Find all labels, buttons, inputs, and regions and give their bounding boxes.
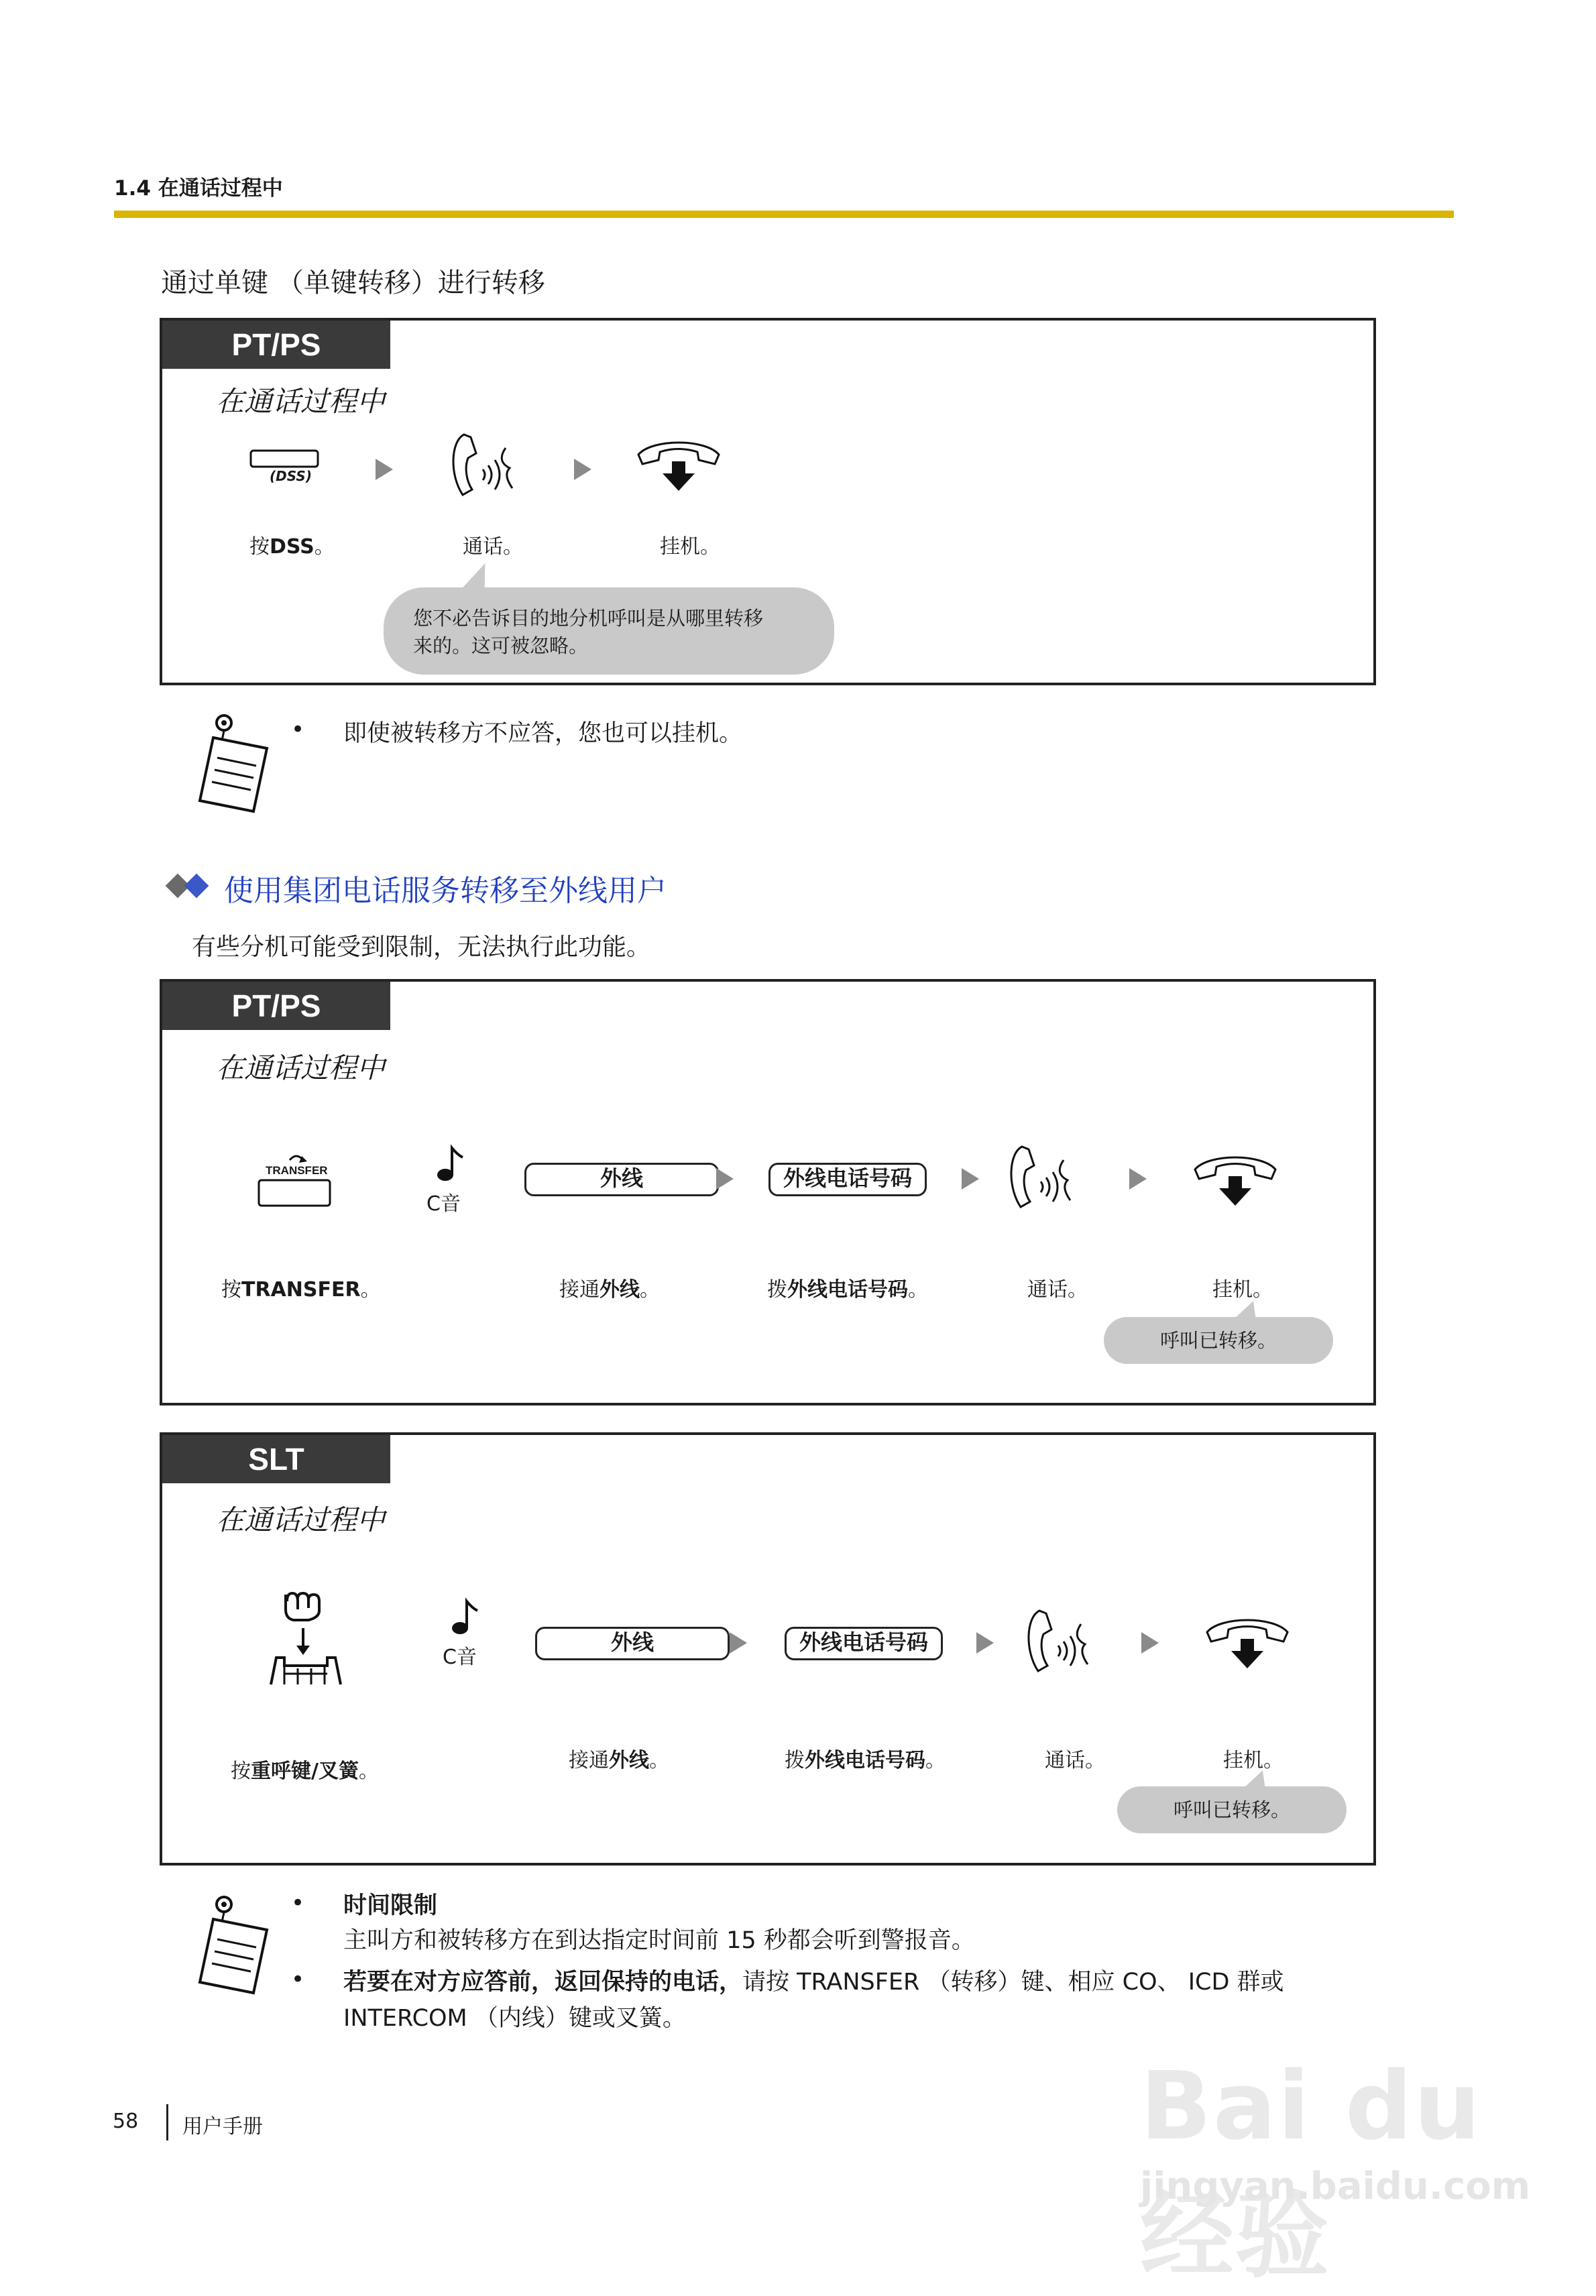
step-caption-line: 接通外线。 [559,1278,660,1302]
step-arrow [574,459,591,480]
step-arrow [1129,1168,1147,1190]
step-caption-dss: 按DSS。 [249,535,335,559]
step-caption-dial: 拨外线电话号码。 [785,1749,946,1772]
hang-up-icon [632,435,726,498]
step-arrow [716,1168,734,1190]
outside-number-pill: 外线电话号码 [785,1627,943,1660]
step-caption-flash: 按重呼键/叉簧。 [231,1760,379,1783]
outside-line-pill: 外线 [535,1627,730,1660]
note-pad-icon [193,1892,280,2002]
during-call-label: 在通话过程中 [216,1051,386,1084]
tone-label: C音 [443,1646,477,1669]
group-intro: 有些分机可能受到限制，无法执行此功能。 [192,933,651,961]
during-call-label: 在通话过程中 [216,1503,386,1536]
step-caption-line: 接通外线。 [569,1749,669,1772]
step-arrow [376,459,393,480]
note2-item2-line1: 若要在对方应答前，返回保持的电话，请按 TRANSFER （转移）键、相应 CO、 ICD 群或 [343,1969,1284,1996]
watermark-url: jingyan.baidu.com [1140,2165,1531,2208]
hookswitch-icon [264,1588,351,1691]
step-arrow [962,1168,979,1190]
note-pad-icon [193,711,280,821]
ptps-tab: PT/PS [162,982,390,1030]
outside-line-pill: 外线 [524,1163,719,1196]
footer-divider [166,2104,168,2140]
outside-number-pill: 外线电话号码 [768,1163,927,1196]
talk-handset-icon [444,428,524,511]
step-caption-talk: 通话。 [1027,1278,1088,1302]
footer-title: 用户手册 [182,2115,263,2138]
watermark-logo: Bai du 经验 [1140,2052,1482,2291]
bubble-tail [461,563,498,590]
step-caption-hangup: 挂机。 [1212,1278,1273,1302]
note2-item2-line2: INTERCOM （内线）键或叉簧。 [343,2005,686,2032]
talk-handset-icon [1019,1604,1100,1687]
tip-line-2: 来的。这可被忽略。 [413,634,589,657]
step-caption-hangup: 挂机。 [1223,1749,1284,1772]
tip-bubble [384,587,834,675]
step-caption-talk: 通话。 [463,535,523,559]
transferred-bubble: 呼叫已转移。 [1104,1317,1333,1364]
note1-bullet: • [291,716,305,743]
note2-bullet-2: • [291,1966,305,1993]
slt-tab: SLT [162,1435,390,1483]
diamond-bullet-icon [184,874,209,899]
transfer-key-icon [256,1149,337,1212]
step-caption-talk: 通话。 [1045,1749,1105,1772]
tip-line-1: 您不必告诉目的地分机呼叫是从哪里转移 [413,607,764,630]
tone-note-icon [431,1144,471,1187]
dss-key-icon [249,448,323,491]
note2-item1-title: 时间限制 [343,1892,438,1919]
tone-label: C音 [426,1192,461,1216]
during-call-label: 在通话过程中 [216,385,386,418]
note2-bullet-1: • [291,1890,305,1916]
page-number: 58 [113,2110,139,2133]
step-arrow [730,1632,747,1654]
hang-up-icon [1188,1149,1282,1212]
header-rule [114,211,1454,218]
step-caption-dial: 拨外线电话号码。 [767,1278,928,1302]
ptps-transfer-box [160,979,1376,1405]
dss-key-label: (DSS) [270,468,312,484]
talk-handset-icon [1002,1140,1082,1223]
note2-item1-text: 主叫方和被转移方在到达指定时间前 15 秒都会听到警报音。 [343,1927,975,1954]
step-caption-hangup: 挂机。 [660,535,720,559]
transfer-key-label: TRANSFER [266,1164,328,1177]
note1-text: 即使被转移方不应答，您也可以挂机。 [343,720,743,747]
group-transfer-title: 使用集团电话服务转移至外线用户 [224,874,667,908]
one-touch-box [160,318,1376,685]
transferred-bubble: 呼叫已转移。 [1117,1786,1347,1833]
ptps-tab: PT/PS [162,321,390,369]
step-arrow [976,1632,994,1654]
tone-note-icon [445,1597,486,1640]
slt-transfer-box [160,1432,1376,1866]
section-header: 1.4 在通话过程中 [114,176,283,200]
step-caption-transfer: 按TRANSFER。 [221,1278,381,1302]
hang-up-icon [1200,1612,1294,1675]
one-touch-title: 通过单键 （单键转移）进行转移 [161,268,545,298]
step-arrow [1141,1632,1159,1654]
